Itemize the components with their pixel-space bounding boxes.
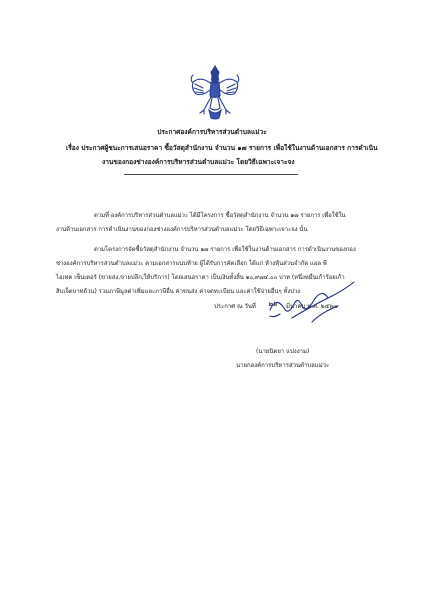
announce-date-label: ประกาศ ณ วันที่ (214, 303, 256, 310)
garuda-emblem-icon (189, 62, 241, 122)
paragraph-2-line-1: ตามโครงการจัดซื้อวัสดุสำนักงาน จำนวน ๑๗ รายการ เพื่อใช้ในงานด้านเอกสาร การดำเนินงานของกอง (94, 247, 356, 253)
divider (124, 174, 298, 175)
announce-month-year: มีนาคม พ.ศ. ๒๕๖๗ (286, 303, 338, 310)
announce-day: ๒๖ (268, 300, 278, 308)
paragraph-2-line-2: ช่างองค์การบริหารส่วนตำบลแม่วะ ตามเอกสารแนบท้าย ผู้ได้รับการคัดเลือก ได้แก่ ห้างหุ้นส่วนจำกัด แอล พี (56, 261, 327, 267)
handwritten-signature-icon (262, 278, 372, 330)
paragraph-2-line-3: ไอเทค เซ็นเตอร์ (ขายส่ง,ขายปลีก,ให้บริการ) โดยเสนอราคา เป็นเงินทั้งสิ้น ๑๐,๙๗๔.๐๐ บาท (หนึ่งหมื่นเก้าร้อยเก้า (56, 275, 345, 281)
subject-line-1: เรื่อง ประกาศผู้ชนะการเสนอราคา ซื้อวัสดุสำนักงาน จำนวน ๑๗ รายการ เพื่อใช้ในงานด้านเอกสาร การดำเนิน (66, 144, 378, 152)
announcement-title: ประกาศองค์การบริหารส่วนตำบลแม่วะ (157, 128, 267, 136)
signatory-name: (นายนิตยา แปงงาม) (256, 348, 310, 355)
paragraph-1-line-1: ตามที่ องค์การบริหารส่วนตำบลแม่วะ ได้มีโครงการ ซื้อวัสดุสำนักงาน จำนวน ๑๗ รายการ เพื่อใช้ใน (94, 213, 346, 219)
subject-line-2: งานของกองช่างองค์การบริหารส่วนตำบลแม่วะ โดยวิธีเฉพาะเจาะจง (102, 158, 295, 166)
signatory-position: นายกองค์การบริหารส่วนตำบลแม่วะ (236, 362, 330, 369)
paragraph-2-line-4: สิบเจ็ดบาทถ้วน) รวมภาษีมูลค่าเพิ่มและภาษีอื่น ค่าขนส่ง ค่าจดทะเบียน และค่าใช้จ่ายอื่นๆ ทั้งปวง (56, 289, 301, 295)
paragraph-1-line-2: งานด้านเอกสาร การดำเนินงานของกองช่างองค์การบริหารส่วนตำบลแม่วะ โดยวิธีเฉพาะเจาะจง นั้น (56, 227, 308, 233)
